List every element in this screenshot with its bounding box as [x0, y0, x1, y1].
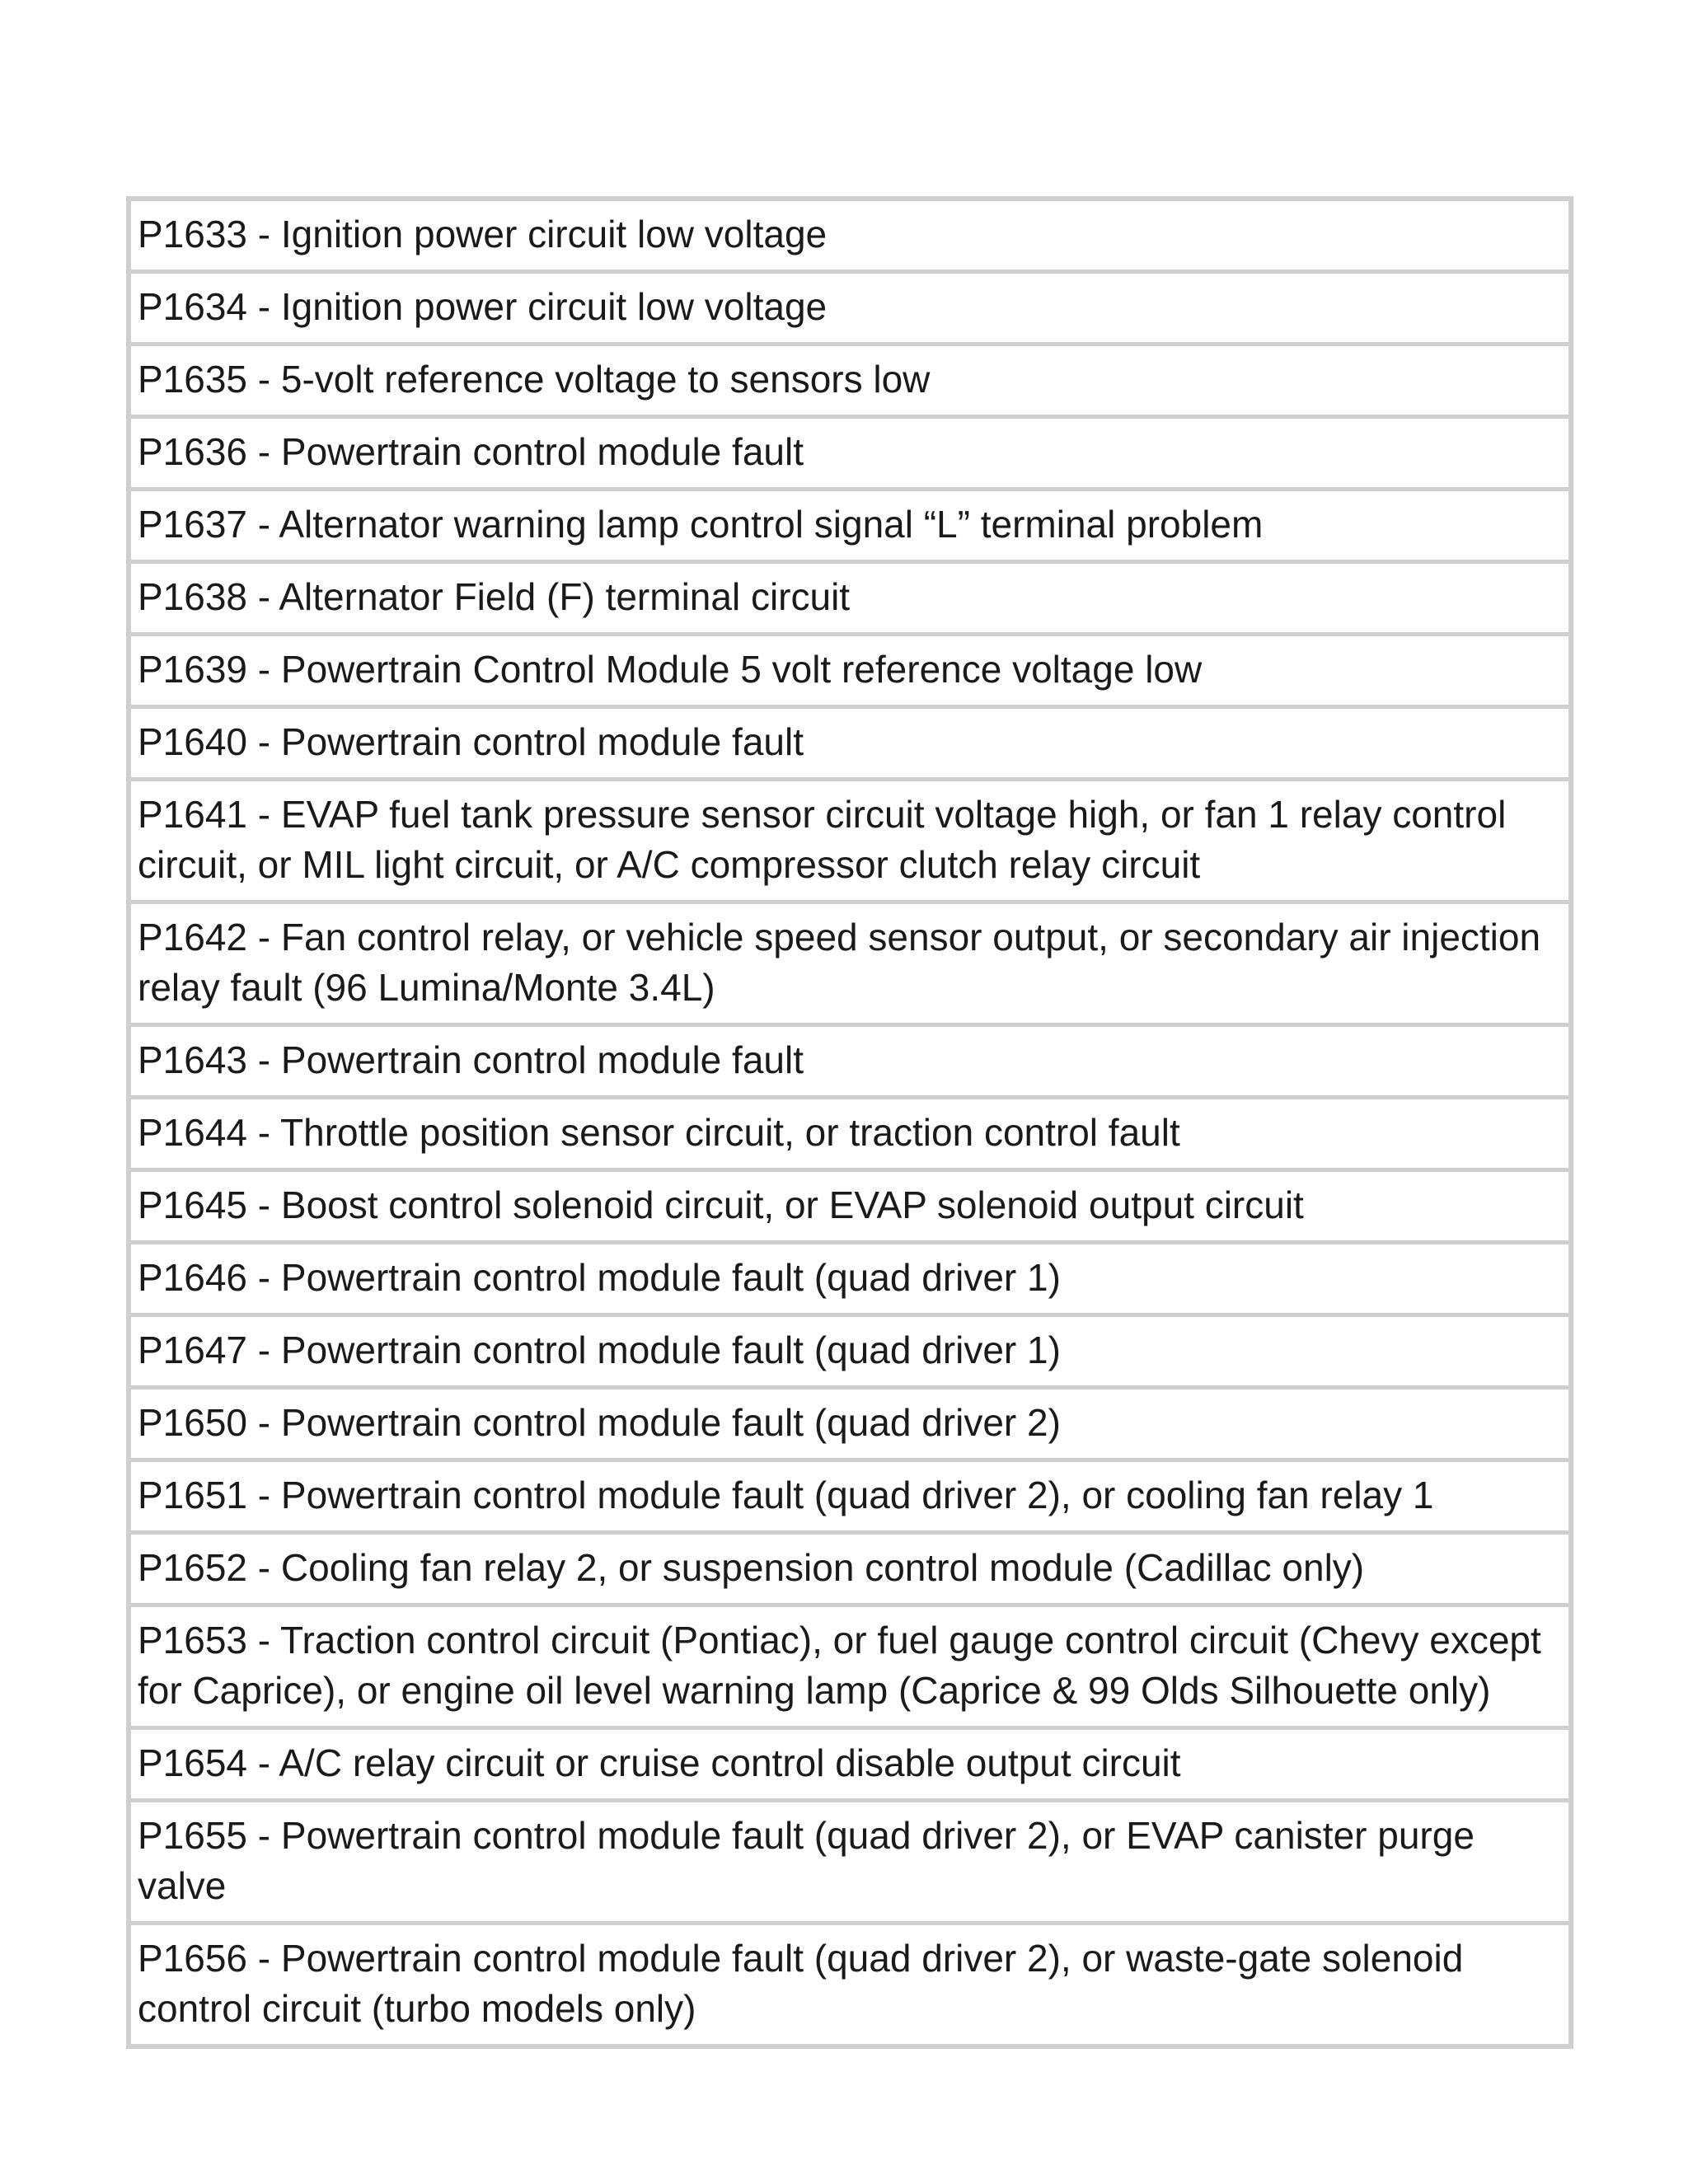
table-row: [131, 1099, 1568, 1172]
table-row: [131, 1462, 1568, 1535]
table-row: [131, 709, 1568, 781]
table-row: [131, 491, 1568, 564]
table-cell: P1653 - Traction control circuit (Pontiac), or fuel gauge control circuit (Chevy except for Caprice), or engine oil level warning lamp (Caprice & 99 Olds Silhouette only): [131, 1607, 1568, 1730]
table-cell: P1644 - Throttle position sensor circuit, or traction control fault: [131, 1099, 1568, 1172]
table-row: [131, 904, 1568, 1027]
table-row: [131, 1925, 1568, 2044]
table-row: [131, 1802, 1568, 1925]
table-cell: P1656 - Powertrain control module fault (quad driver 2), or waste-gate solenoid control circuit (turbo models only): [138, 1937, 1464, 2030]
table-row: [131, 1172, 1568, 1244]
table-cell: P1641 - EVAP fuel tank pressure sensor circuit voltage high, or fan 1 relay control circuit, or MIL light circuit, or A/C compressor clutch relay circuit: [131, 781, 1568, 904]
table-row: [131, 564, 1568, 636]
table-row: [131, 1535, 1568, 1607]
table-cell: P1633 - Ignition power circuit low voltage: [131, 201, 1568, 274]
table-row: [131, 636, 1568, 709]
table-cell: P1655 - Powertrain control module fault (quad driver 2), or EVAP canister purge valve: [131, 1802, 1568, 1925]
table-row: [131, 274, 1568, 346]
table-row: [131, 1317, 1568, 1390]
table-cell: P1640 - Powertrain control module fault: [131, 709, 1568, 781]
table-row: [131, 1607, 1568, 1730]
table-cell: P1651 - Powertrain control module fault (quad driver 2), or cooling fan relay 1: [131, 1462, 1568, 1535]
table-cell: P1637 - Alternator warning lamp control signal “L” terminal problem: [131, 491, 1568, 564]
table-row: [131, 419, 1568, 491]
table-cell: P1647 - Powertrain control module fault (quad driver 1): [131, 1317, 1568, 1390]
table-row: [131, 1244, 1568, 1317]
trouble-code-table: [126, 196, 1573, 2049]
table-cell: P1642 - Fan control relay, or vehicle speed sensor output, or secondary air injection relay fault (96 Lumina/Monte 3.4L): [131, 904, 1568, 1027]
table-cell: P1652 - Cooling fan relay 2, or suspension control module (Cadillac only): [131, 1535, 1568, 1607]
table-cell: P1638 - Alternator Field (F) terminal circuit: [131, 564, 1568, 636]
table-cell: P1639 - Powertrain Control Module 5 volt reference voltage low: [131, 636, 1568, 709]
table-row: [131, 1027, 1568, 1099]
table-cell: P1635 - 5-volt reference voltage to sensors low: [131, 346, 1568, 419]
table-cell: P1654 - A/C relay circuit or cruise control disable output circuit: [131, 1730, 1568, 1802]
table-cell: P1650 - Powertrain control module fault (quad driver 2): [131, 1390, 1568, 1462]
table-cell: P1636 - Powertrain control module fault: [131, 419, 1568, 491]
table-cell: P1634 - Ignition power circuit low voltage: [131, 274, 1568, 346]
table-row: [131, 346, 1568, 419]
table-cell: P1643 - Powertrain control module fault: [131, 1027, 1568, 1099]
table-cell: P1645 - Boost control solenoid circuit, or EVAP solenoid output circuit: [131, 1172, 1568, 1244]
table-row: [131, 781, 1568, 904]
table-cell: P1646 - Powertrain control module fault (quad driver 1): [131, 1244, 1568, 1317]
table-row: [131, 201, 1568, 274]
table-row: [131, 1390, 1568, 1462]
table-row: [131, 1730, 1568, 1802]
